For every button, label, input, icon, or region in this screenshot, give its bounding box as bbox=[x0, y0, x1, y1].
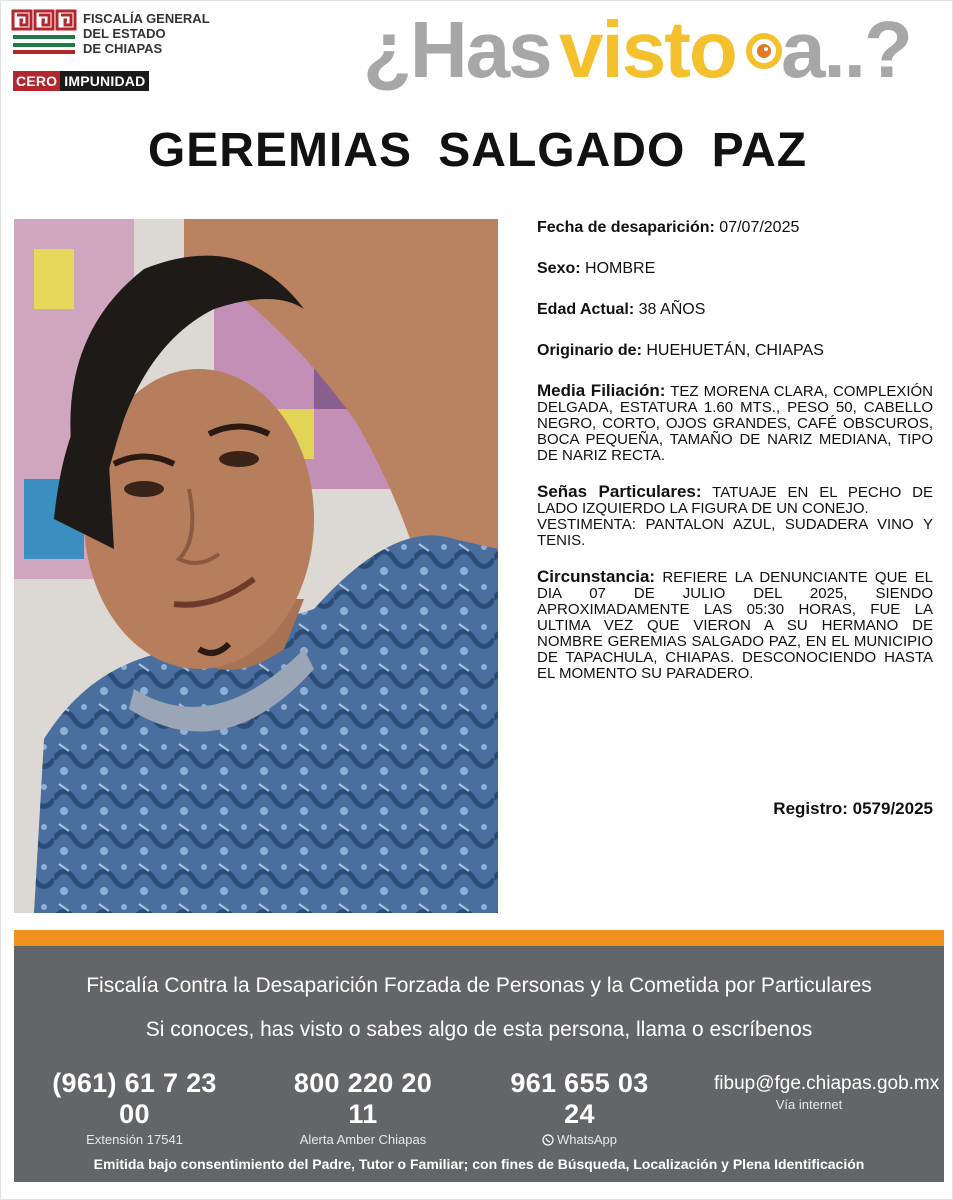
call-to-action: Si conoces, has visto o sabes algo de esta persona, llama o escríbenos bbox=[145, 1018, 813, 1041]
amber-label: Alerta Amber Chiapas bbox=[299, 1132, 427, 1147]
cero-impunidad-badge bbox=[13, 71, 149, 91]
contact-whatsapp[interactable] bbox=[502, 1068, 657, 1151]
sexo-row bbox=[537, 260, 933, 277]
filiacion-label: Media Filiación: bbox=[537, 381, 666, 400]
circunstancia-value: REFIERE LA DENUNCIANTE QUE EL DIA 07 DE JULIO DEL 2025, SIENDO APROXIMADAMENTE LAS 05:30 HORAS, FUE LA ULTIMA VEZ QUE VIERON A SU HERMANO DE NOMBRE GEREMIAS SALGADO PAZ, EN EL MUNICIPIO DE TAPACHULA, CHIAPAS. DESCONOCIENDO HASTA EL MOMENTO SU PARADERO. bbox=[537, 569, 933, 682]
whatsapp-number: 961 655 03 24 bbox=[510, 1068, 649, 1129]
edad-label: Edad Actual: bbox=[537, 301, 635, 318]
org-name bbox=[83, 11, 210, 56]
consent-disclaimer: Emitida bajo consentimiento del Padre, Tutor o Familiar; con fines de Búsqueda, Localización y Plena Identificación bbox=[93, 1156, 865, 1172]
org-line-2: DEL ESTADO bbox=[83, 26, 166, 41]
contact-amber-alert[interactable] bbox=[288, 1068, 438, 1147]
contact-phone-main[interactable] bbox=[52, 1068, 217, 1147]
whatsapp-label-wrap bbox=[542, 1132, 617, 1147]
fecha-value: 07/07/2025 bbox=[719, 219, 800, 236]
contact-email[interactable] bbox=[714, 1068, 940, 1112]
fecha-label: Fecha de desaparición: bbox=[537, 219, 715, 236]
origen-value: HUEHUETÁN, CHIAPAS bbox=[646, 342, 824, 359]
circunstancia-paragraph bbox=[537, 569, 933, 682]
fiscalia-emblem-icon bbox=[11, 9, 77, 55]
brand-prefix: ¿Has bbox=[363, 5, 551, 91]
orange-divider bbox=[14, 930, 944, 946]
edad-row bbox=[537, 301, 933, 318]
phone-number: (961) 61 7 23 00 bbox=[52, 1068, 217, 1129]
senas-paragraph bbox=[537, 484, 933, 549]
eye-icon bbox=[749, 36, 779, 66]
brand-visto: visto bbox=[559, 5, 736, 91]
fiscalia-department: Fiscalía Contra la Desaparición Forzada de Personas y la Cometida por Particulares bbox=[86, 974, 872, 997]
has-visto-a-brand bbox=[363, 1, 948, 91]
origen-row bbox=[537, 342, 933, 359]
org-line-3: DE CHIAPAS bbox=[83, 41, 163, 56]
sexo-label: Sexo: bbox=[537, 260, 581, 277]
brand-suffix: a..? bbox=[781, 5, 911, 91]
contact-panel bbox=[14, 946, 944, 1182]
whatsapp-icon bbox=[542, 1134, 554, 1146]
fiscalia-logo bbox=[11, 9, 211, 99]
whatsapp-label: WhatsApp bbox=[557, 1132, 617, 1147]
filiacion-value: TEZ MORENA CLARA, COMPLEXIÓN DELGADA, ESTATURA 1.60 MTS., PESO 50, CABELLO NEGRO, CORTO, OJOS GRANDES, CAFÉ OBSCUROS, BOCA PEQUEÑA, TAMAÑO DE NARIZ MEDIANA, TIPO DE NARIZ RECTA. bbox=[537, 383, 933, 464]
senas-label: Señas Particulares: bbox=[537, 482, 702, 501]
email-label: Vía internet bbox=[775, 1097, 843, 1112]
person-name: GEREMIAS SALGADO PAZ bbox=[147, 124, 808, 177]
email-address: fibup@fge.chiapas.gob.mx bbox=[714, 1073, 940, 1094]
fecha-row bbox=[537, 219, 933, 236]
registro-number: Registro: 0579/2025 bbox=[773, 799, 933, 818]
vestimenta-value: VESTIMENTA: PANTALON AZUL, SUDADERA VINO Y TENIS. bbox=[537, 516, 933, 549]
person-details bbox=[537, 219, 933, 702]
cero-label: CERO bbox=[13, 71, 60, 91]
person-photo bbox=[14, 219, 498, 913]
edad-value: 38 AÑOS bbox=[638, 301, 706, 318]
impunidad-label: IMPUNIDAD bbox=[60, 71, 149, 91]
senas-value: TATUAJE EN EL PECHO DE LADO IZQUIERDO LA FIGURA DE UN CONEJO. bbox=[537, 484, 933, 517]
origen-label: Originario de: bbox=[537, 342, 642, 359]
filiacion-paragraph bbox=[537, 383, 933, 464]
circunstancia-label: Circunstancia: bbox=[537, 567, 656, 586]
phone-extension: Extensión 17541 bbox=[86, 1132, 183, 1147]
contact-list bbox=[14, 1068, 944, 1147]
amber-number: 800 220 20 11 bbox=[293, 1068, 433, 1129]
person-photo-illustration bbox=[14, 219, 498, 913]
sexo-value: HOMBRE bbox=[585, 260, 656, 277]
org-line-1: FISCALÍA GENERAL bbox=[83, 11, 210, 26]
